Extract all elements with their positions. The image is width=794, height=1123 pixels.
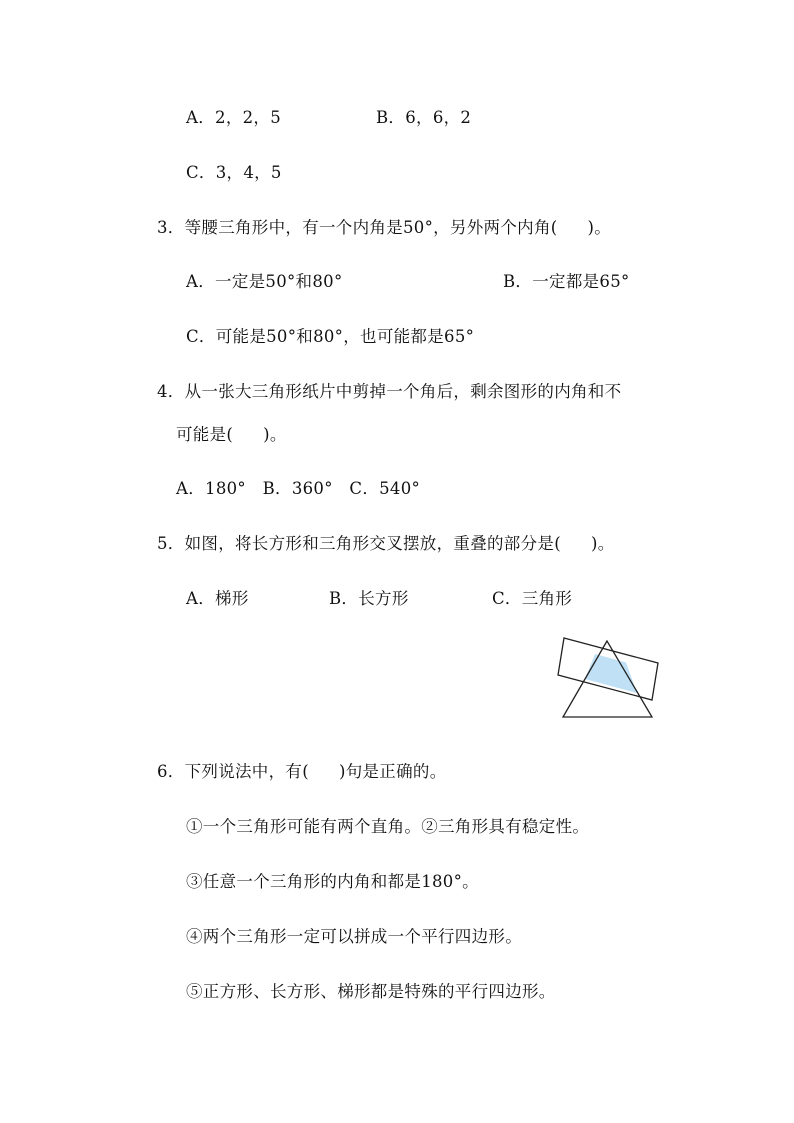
q6-number: 6． (157, 762, 185, 781)
q4-stem-line1 (157, 381, 621, 403)
q4-stem-text: 从一张大三角形纸片中剪掉一个角后，剩余图形的内角和不 (184, 382, 622, 401)
q6-stem-text: 下列说法中，有( (184, 762, 309, 781)
q2-option-b: B．6，6，2 (376, 108, 472, 127)
q2-option-c: C．3，4，5 (186, 163, 282, 182)
q6-statement-3: ③任意一个三角形的内角和都是180°。 (186, 872, 479, 891)
q3-option-c: C．可能是50°和80°，也可能都是65° (186, 327, 475, 346)
q4-options: A．180° B．360° C．540° (176, 479, 421, 498)
q3-option-b: B．一定都是65° (503, 272, 630, 291)
q5-stem (157, 533, 615, 555)
q5-rectangle-triangle-figure (555, 636, 661, 722)
q3-stem-end: )。 (587, 218, 612, 237)
q6-statement-1-2: ①一个三角形可能有两个直角。②三角形具有稳定性。 (186, 817, 590, 836)
q3-option-a: A．一定是50°和80° (186, 272, 343, 291)
q5-stem-end: )。 (590, 534, 615, 553)
q6-statement-4: ④两个三角形一定可以拼成一个平行四边形。 (186, 927, 522, 946)
q5-option-c: C．三角形 (492, 589, 573, 608)
q5-number: 5． (157, 534, 185, 553)
q3-stem-text: 等腰三角形中，有一个内角是50°，另外两个内角( (184, 218, 558, 237)
q4-stem-line2-text: 可能是( (176, 425, 234, 444)
q3-number: 3． (157, 218, 185, 237)
q4-stem-line2 (176, 424, 287, 446)
q4-stem-end: )。 (263, 425, 287, 444)
q5-option-a: A．梯形 (186, 589, 249, 608)
q6-statement-5: ⑤正方形、长方形、梯形都是特殊的平行四边形。 (186, 982, 556, 1001)
q5-option-b: B．长方形 (329, 589, 409, 608)
overlap-region (585, 654, 637, 693)
q4-number: 4． (157, 382, 185, 401)
q6-stem-end: )句是正确的。 (338, 762, 447, 781)
q3-stem (157, 217, 611, 239)
q2-option-a: A．2，2，5 (186, 108, 282, 127)
q6-stem (157, 761, 447, 783)
q5-stem-text: 如图，将长方形和三角形交叉摆放，重叠的部分是( (184, 534, 561, 553)
